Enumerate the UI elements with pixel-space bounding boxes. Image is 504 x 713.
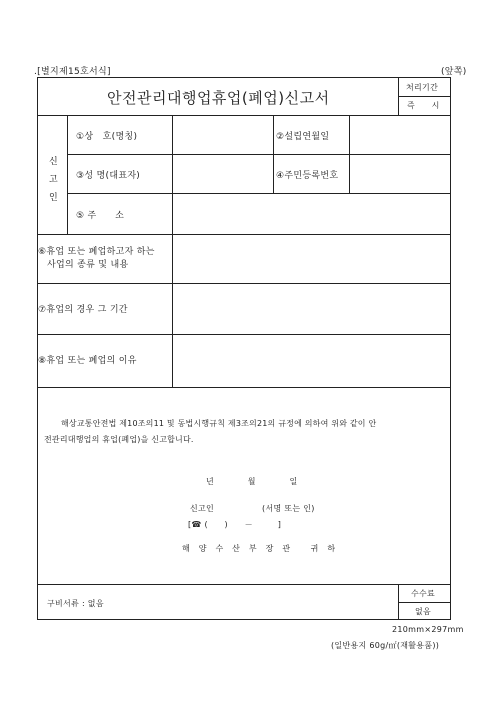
business-type-label <box>38 246 155 272</box>
reason-label: ⑧휴업 또는 폐업의 이유 <box>38 356 137 366</box>
divider <box>37 387 451 388</box>
paper-type: (일반용지 60g/㎡(재활용품)) <box>331 641 440 650</box>
date-line: 년 월 일 <box>206 477 304 486</box>
business-type-label-line: 사업의 종류 및 내용 <box>47 260 129 270</box>
declaration-line: 전관리대행업의 휴업(폐업)을 신고합니다. <box>44 435 194 444</box>
business-type-label-line: ⑥휴업 또는 폐업하고자 하는 <box>38 247 155 257</box>
required-documents: 구비서류 : 없음 <box>47 599 104 608</box>
trade-name-field[interactable] <box>173 116 272 153</box>
applicant-section-label <box>49 153 58 207</box>
form-title: 안전관리대행업휴업(폐업)신고서 <box>107 89 330 107</box>
fee-label: 수수료 <box>411 589 436 598</box>
front-label: (앞쪽) <box>441 67 467 77</box>
signature-placeholder: (서명 또는 인) <box>262 504 315 513</box>
representative-name-label: ③성 명(대표자) <box>76 171 141 181</box>
paper-size: 210mm×297mm <box>392 625 464 634</box>
applicant-char: 신 <box>49 157 58 167</box>
suspension-period-field[interactable] <box>173 284 450 333</box>
representative-name-field[interactable] <box>173 155 272 192</box>
trade-name-label: ①상 호(명칭) <box>76 132 138 142</box>
recipient-line: 해양수산부장관 귀하 <box>182 544 345 553</box>
reason-field[interactable] <box>173 335 450 386</box>
address-field[interactable] <box>173 194 450 233</box>
fee-value: 없음 <box>415 607 432 616</box>
declaration-line: 해상교통안전법 제10조의11 및 동법시행규칙 제3조의21의 규정에 의하여 위와 같이 안 <box>61 419 377 428</box>
divider <box>398 96 451 97</box>
resident-number-label: ④주민등록번호 <box>276 171 339 181</box>
declaration-text <box>44 416 376 448</box>
divider <box>398 602 451 603</box>
applicant-char: 인 <box>49 193 58 203</box>
established-date-label: ②설립연월일 <box>276 132 330 142</box>
phone-line: [☎ ( ) － ] <box>188 520 282 529</box>
processing-period-label: 처리기간 <box>406 83 439 92</box>
established-date-field[interactable] <box>350 116 450 153</box>
processing-period-value: 즉 시 <box>407 101 440 110</box>
applicant-signature-label: 신고인 <box>190 504 215 513</box>
business-type-field[interactable] <box>173 235 450 282</box>
divider <box>37 584 451 585</box>
resident-number-field[interactable] <box>350 155 450 192</box>
form-number: .[별지제15호서식] <box>34 67 111 77</box>
suspension-period-label: ⑦휴업의 경우 그 기간 <box>38 305 128 315</box>
divider <box>67 115 68 234</box>
divider <box>273 115 274 193</box>
address-label: ⑤ 주 소 <box>76 211 125 221</box>
applicant-char: 고 <box>49 175 58 185</box>
